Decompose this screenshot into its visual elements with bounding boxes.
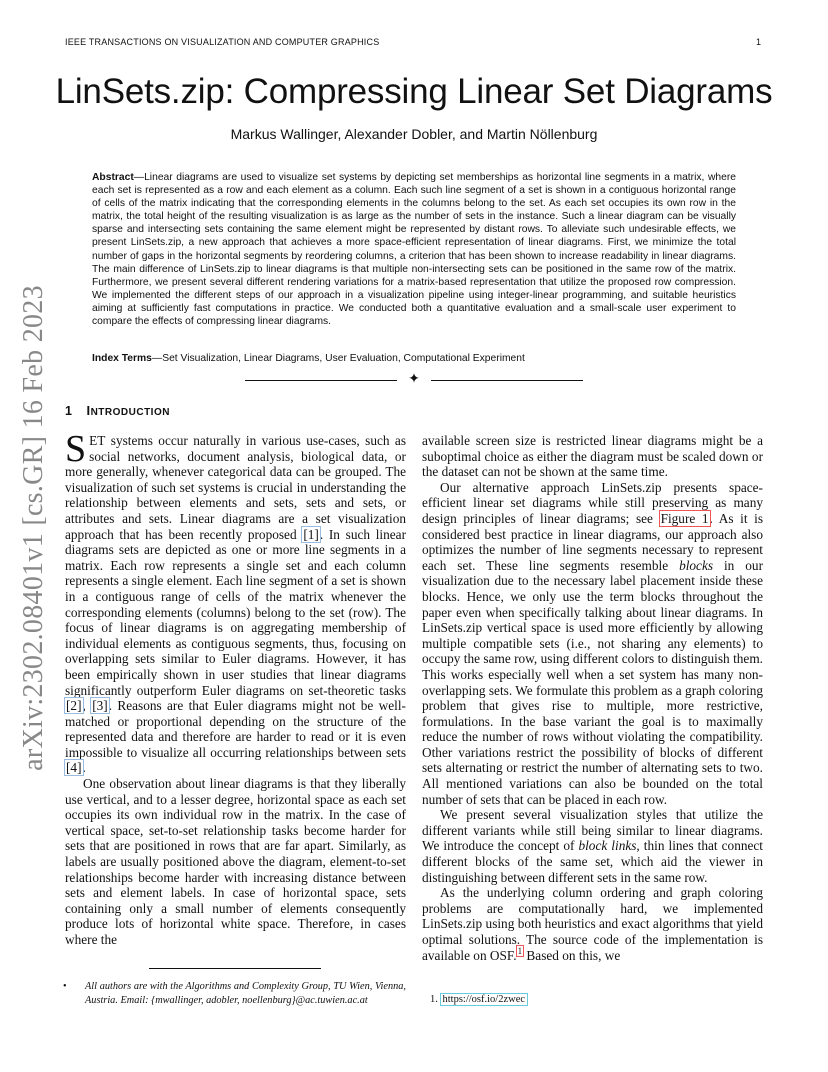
url-footnote (430, 994, 527, 1005)
footnote-rule (149, 968, 321, 969)
emphasis-text: block links (578, 838, 637, 854)
footnote-link[interactable]: 1 (517, 946, 523, 957)
divider-star-icon: ✦ (408, 371, 420, 387)
citation-link[interactable]: [4] (66, 760, 82, 776)
divider-line-left (245, 380, 397, 381)
citation-link[interactable]: [2] (66, 698, 82, 714)
right-column (422, 433, 763, 963)
paragraph-text: . In such linear diagrams sets are depicted as one or more line segments in a matrix. Each row represents a single set and each column represents a single element. Each line segment of a set is shown in a contiguous range of cells of the matrix whenever the corresponding elements (columns) belong to the set (row). The focus of linear diagrams is on aggregating membership of individual elements as contiguous segments, thus, focusing on overlapping sets similar to Euler diagrams. However, it has been empirically shown in user studies that linear diagrams significantly outperform Euler diagrams on set-theoretic tasks (65, 526, 406, 698)
paragraph (65, 428, 406, 776)
arxiv-stamp (14, 285, 54, 771)
citation-link[interactable]: [3] (92, 698, 108, 714)
arxiv-stamp-text: arXiv:2302.08401v1 [cs.GR] 16 Feb 2023 (18, 285, 49, 771)
citation-link[interactable]: [1] (303, 526, 319, 542)
paragraph (422, 885, 763, 963)
paragraph: available screen size is restricted linear diagrams might be a suboptimal choice as either the diagram must be scaled down or the dataset can not be shown at the same time. (422, 433, 763, 480)
section-heading (65, 403, 170, 418)
index-terms (92, 352, 736, 365)
index-terms-text: —Set Visualization, Linear Diagrams, User Evaluation, Computational Experiment (151, 353, 525, 364)
affiliation-text: All authors are with the Algorithms and Complexity Group, TU Wien, Vienna, Austria. Email: {mwallinger, adobler, noellenburg}@ac.tuwien.ac.at (85, 981, 406, 1006)
paragraph-text: , thin lines that connect different blocks of the same set, which aid the viewer in distinguishing between different sets in the same row. (422, 838, 763, 885)
paragraph-text: , (82, 698, 92, 714)
footnote-number: 1. (430, 994, 438, 1005)
abstract (92, 171, 736, 328)
left-column (65, 428, 406, 948)
paragraph-text: in our visualization due to the necessary label placement inside these blocks. Hence, we only use the term blocks throughout the paper even when specifically talking about linear diagrams. In LinSets.zip vertical space is used more efficiently by allowing multiple compatible sets (i.e., not sharing any elements) to occupy the same row, using different colors to distinguish them. This works especially well when a set system has many non-overlapping sets. We formulate this problem as a graph coloring problem that gives rise to multiple, more restrictive, formulations. In the base variant the goal is to maximally reduce the number of rows without violating the compatibility. Other variations restrict the possibility of blocks of different sets alternating or restrict the number of alternating sets to two. All mentioned variations can also be bounded on the total number of sets that can be placed in each row. (422, 557, 764, 807)
journal-header: IEEE TRANSACTIONS ON VISUALIZATION AND COMPUTER GRAPHICS (65, 37, 380, 47)
smallcaps-lead: ET (89, 433, 106, 448)
emphasis-text: blocks (679, 557, 714, 573)
abstract-text: —Linear diagrams are used to visualize set systems by depicting set memberships as horizontal line segments in a matrix, where each set is represented as a row and each element as a column. Each such line segment of a set is shown in a contiguous horizontal range of cells of the matrix indicating that the corresponding elements in the columns belong to the set. As each set occupies its own row in the matrix, the total height of the resulting visualization is as large as the number of sets in the instance. Such a linear diagram can be visually sparse and intersecting sets containing the same element might be represented by distant rows. To alleviate such undesirable effects, we present LinSets.zip, a new approach that achieves a more space-efficient representation of linear diagrams. First, we minimize the total number of gaps in the horizontal segments by reordering columns, a criterion that has been shown to increase readability in linear diagrams. The main difference of LinSets.zip to linear diagrams is that multiple non-intersecting sets can be positioned in the same row of the matrix. Furthermore, we present several different rendering variations for a matrix-based representation that utilize the proposed row compression. We implemented the different steps of our approach in a visualization pipeline using integer-linear programming, and suitable heuristics aiming at sufficiently fast computations in practice. We conducted both a quantitative evaluation and a small-scale user experiment to compare the effects of compressing linear diagrams. (92, 172, 736, 328)
paragraph-text: systems occur naturally in various use-cases, such as social networks, document analysis, biological data, or more generally, whenever categorical data can be grouped. The visualization of such set systems is crucial in understanding the relationship between elements and sets, sets and sets, or attributes and sets. Linear diagrams are a set visualization approach that has been recently proposed (65, 433, 406, 542)
paragraph-text: Our alternative approach LinSets.zip presents space-efficient linear set diagrams while still preserving as many design principles of linear diagrams; see (422, 479, 763, 526)
section-number: 1 (65, 404, 73, 418)
paragraph-text: . As it is considered best practice in linear diagrams, our approach also optimizes the number of line segments necessary to represent each set. These line segments resemble (422, 510, 763, 573)
paragraph-text: As the underlying column ordering and graph coloring problems are computationally hard, we implemented LinSets.zip using both heuristics and exact algorithms that yield optimal solutions. The source code of the implementation is available on OSF. (422, 885, 763, 963)
paragraph-text: We present several visualization styles that utilize the different variants while still being similar to linear diagrams. We introduce the concept of (422, 807, 763, 854)
paragraph (422, 807, 763, 885)
author-list: Markus Wallinger, Alexander Dobler, and Martin Nöllenburg (230, 126, 598, 142)
drop-cap: S (65, 428, 87, 470)
divider-line-right (431, 380, 583, 381)
paragraph (422, 480, 763, 807)
paper-title: LinSets.zip: Compressing Linear Set Diagrams (55, 72, 773, 111)
index-terms-label: Index Terms (92, 353, 152, 364)
paragraph: One observation about linear diagrams is that they liberally use vertical, and to a lesser degree, horizontal space as each set occupies its own individual row in the matrix. In the case of vertical space, set-to-set relationship tasks become harder for sets that are positioned in rows that are far apart. Similarly, as labels are usually positioned above the diagram, element-to-set relationships become harder with increasing distance between sets and element labels. In case of horizontal space, sets containing only a small number of elements consequently produce lots of horizontal white space. Therefore, in cases where the (65, 776, 406, 947)
affiliation-footnote (65, 980, 406, 1007)
paragraph-text: Based on this, we (523, 947, 621, 963)
abstract-label: Abstract (92, 172, 134, 183)
bullet-icon: • (63, 981, 67, 992)
paragraph-text: . (82, 760, 86, 776)
figure-link[interactable]: Figure 1 (660, 510, 709, 526)
osf-link[interactable]: https://osf.io/2zwec (442, 994, 526, 1005)
section-title-rest: NTRODUCTION (90, 407, 170, 418)
paragraph-text: . Reasons are that Euler diagrams might not be well-matched or proportional depending on the structure of the represented data and therefore are harder to read or it is even impossible to visualize all occurring relationships between sets (65, 698, 406, 760)
section-title-initial: I (86, 403, 91, 418)
page-number: 1 (756, 37, 762, 47)
